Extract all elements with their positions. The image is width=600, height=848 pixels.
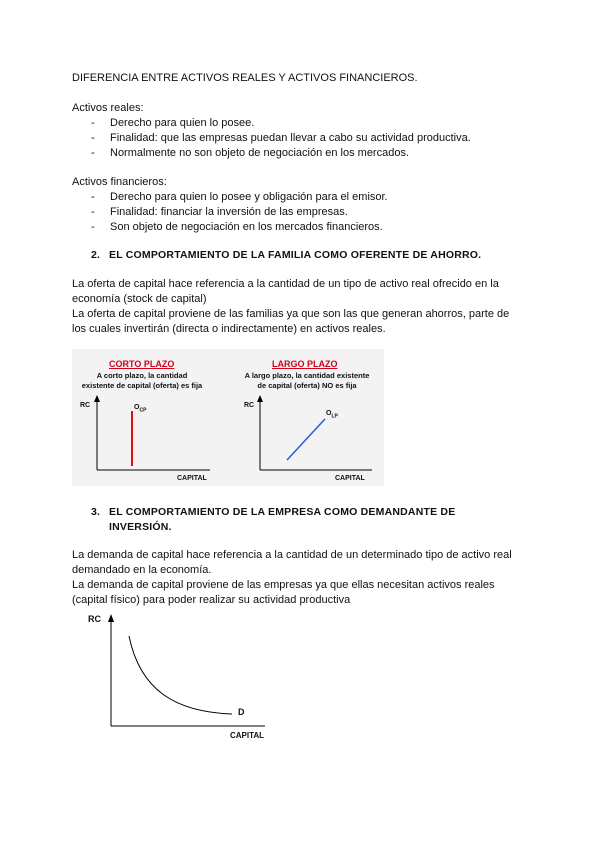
section-3-paragraph-line: La demanda de capital hace referencia a la cantidad de un determinado tipo de activo real [72, 549, 512, 561]
list-item-text: Derecho para quien lo posee. [110, 117, 255, 129]
x-axis-label: CAPITAL [335, 475, 365, 482]
section-2-heading: EL COMPORTAMIENTO DE LA FAMILIA COMO OFERENTE DE AHORRO. [109, 249, 482, 261]
section-3-paragraph-line: (capital físico) para poder realizar su actividad productiva [72, 594, 351, 606]
y-axis-label: RC [80, 402, 91, 409]
section-3-heading-line: INVERSIÓN. [109, 521, 172, 533]
section-3-number: 3. [91, 506, 101, 518]
demand-y-axis-arrow [108, 614, 114, 622]
section-2-paragraph-line: La oferta de capital hace referencia a la cantidad de un tipo de activo real ofrecido en la [72, 278, 499, 290]
corto-plazo-desc-line: A corto plazo, la cantidad [96, 371, 188, 380]
section-2-paragraph-line: La oferta de capital proviene de las familias ya que son las que generan ahorros, parte de [72, 308, 510, 320]
section-2-paragraph-line: economía (stock de capital) [72, 293, 207, 305]
x-axis-label: CAPITAL [177, 475, 207, 482]
list-item-text: Finalidad: que las empresas puedan llevar a cabo su actividad productiva. [110, 132, 471, 144]
largo-plazo-desc-line: de capital (oferta) NO es fija [257, 380, 357, 390]
section-2-paragraph-line: los cuales invertirán (directa o indirectamente) en activos reales. [72, 323, 386, 335]
corto-plazo-title: CORTO PLAZO [109, 359, 175, 369]
y-axis-label: RC [244, 402, 255, 409]
largo-plazo-desc-line: A largo plazo, la cantidad existente [244, 371, 370, 380]
section-3-heading-line: EL COMPORTAMIENTO DE LA EMPRESA COMO DEMANDANTE DE [109, 506, 456, 518]
section-3-paragraph-line: La demanda de capital proviene de las empresas ya que ellas necesitan activos reales [72, 579, 495, 591]
list-item-text: Finalidad: financiar la inversión de las empresas. [110, 206, 348, 218]
demand-y-axis-label: RC [88, 614, 101, 624]
activos-financieros-heading: Activos financieros: [72, 176, 167, 188]
section-3-paragraph-line: demandado en la economía. [72, 564, 212, 576]
list-item-text: Derecho para quien lo posee y obligación para el emisor. [110, 191, 388, 203]
corto-plazo-desc-line: existente de capital (oferta) es fija [81, 380, 203, 390]
activos-reales-heading: Activos reales: [72, 102, 144, 114]
section-2-number: 2. [91, 249, 101, 261]
curve-label-letter: O [326, 410, 332, 417]
demand-curve-label: D [238, 707, 245, 717]
list-item-text: Son objeto de negociación en los mercados financieros. [110, 221, 383, 233]
curve-label-sub: LP [331, 413, 338, 420]
largo-plazo-title: LARGO PLAZO [272, 359, 338, 369]
curve-label-sub: CP [139, 407, 147, 414]
curve-label-letter: O [134, 404, 140, 411]
demand-x-axis-label: CAPITAL [230, 731, 265, 740]
demand-curve [129, 636, 232, 714]
list-item-text: Normalmente no son objeto de negociación en los mercados. [110, 147, 410, 159]
document-title: DIFERENCIA ENTRE ACTIVOS REALES Y ACTIVOS FINANCIEROS. [72, 72, 418, 84]
